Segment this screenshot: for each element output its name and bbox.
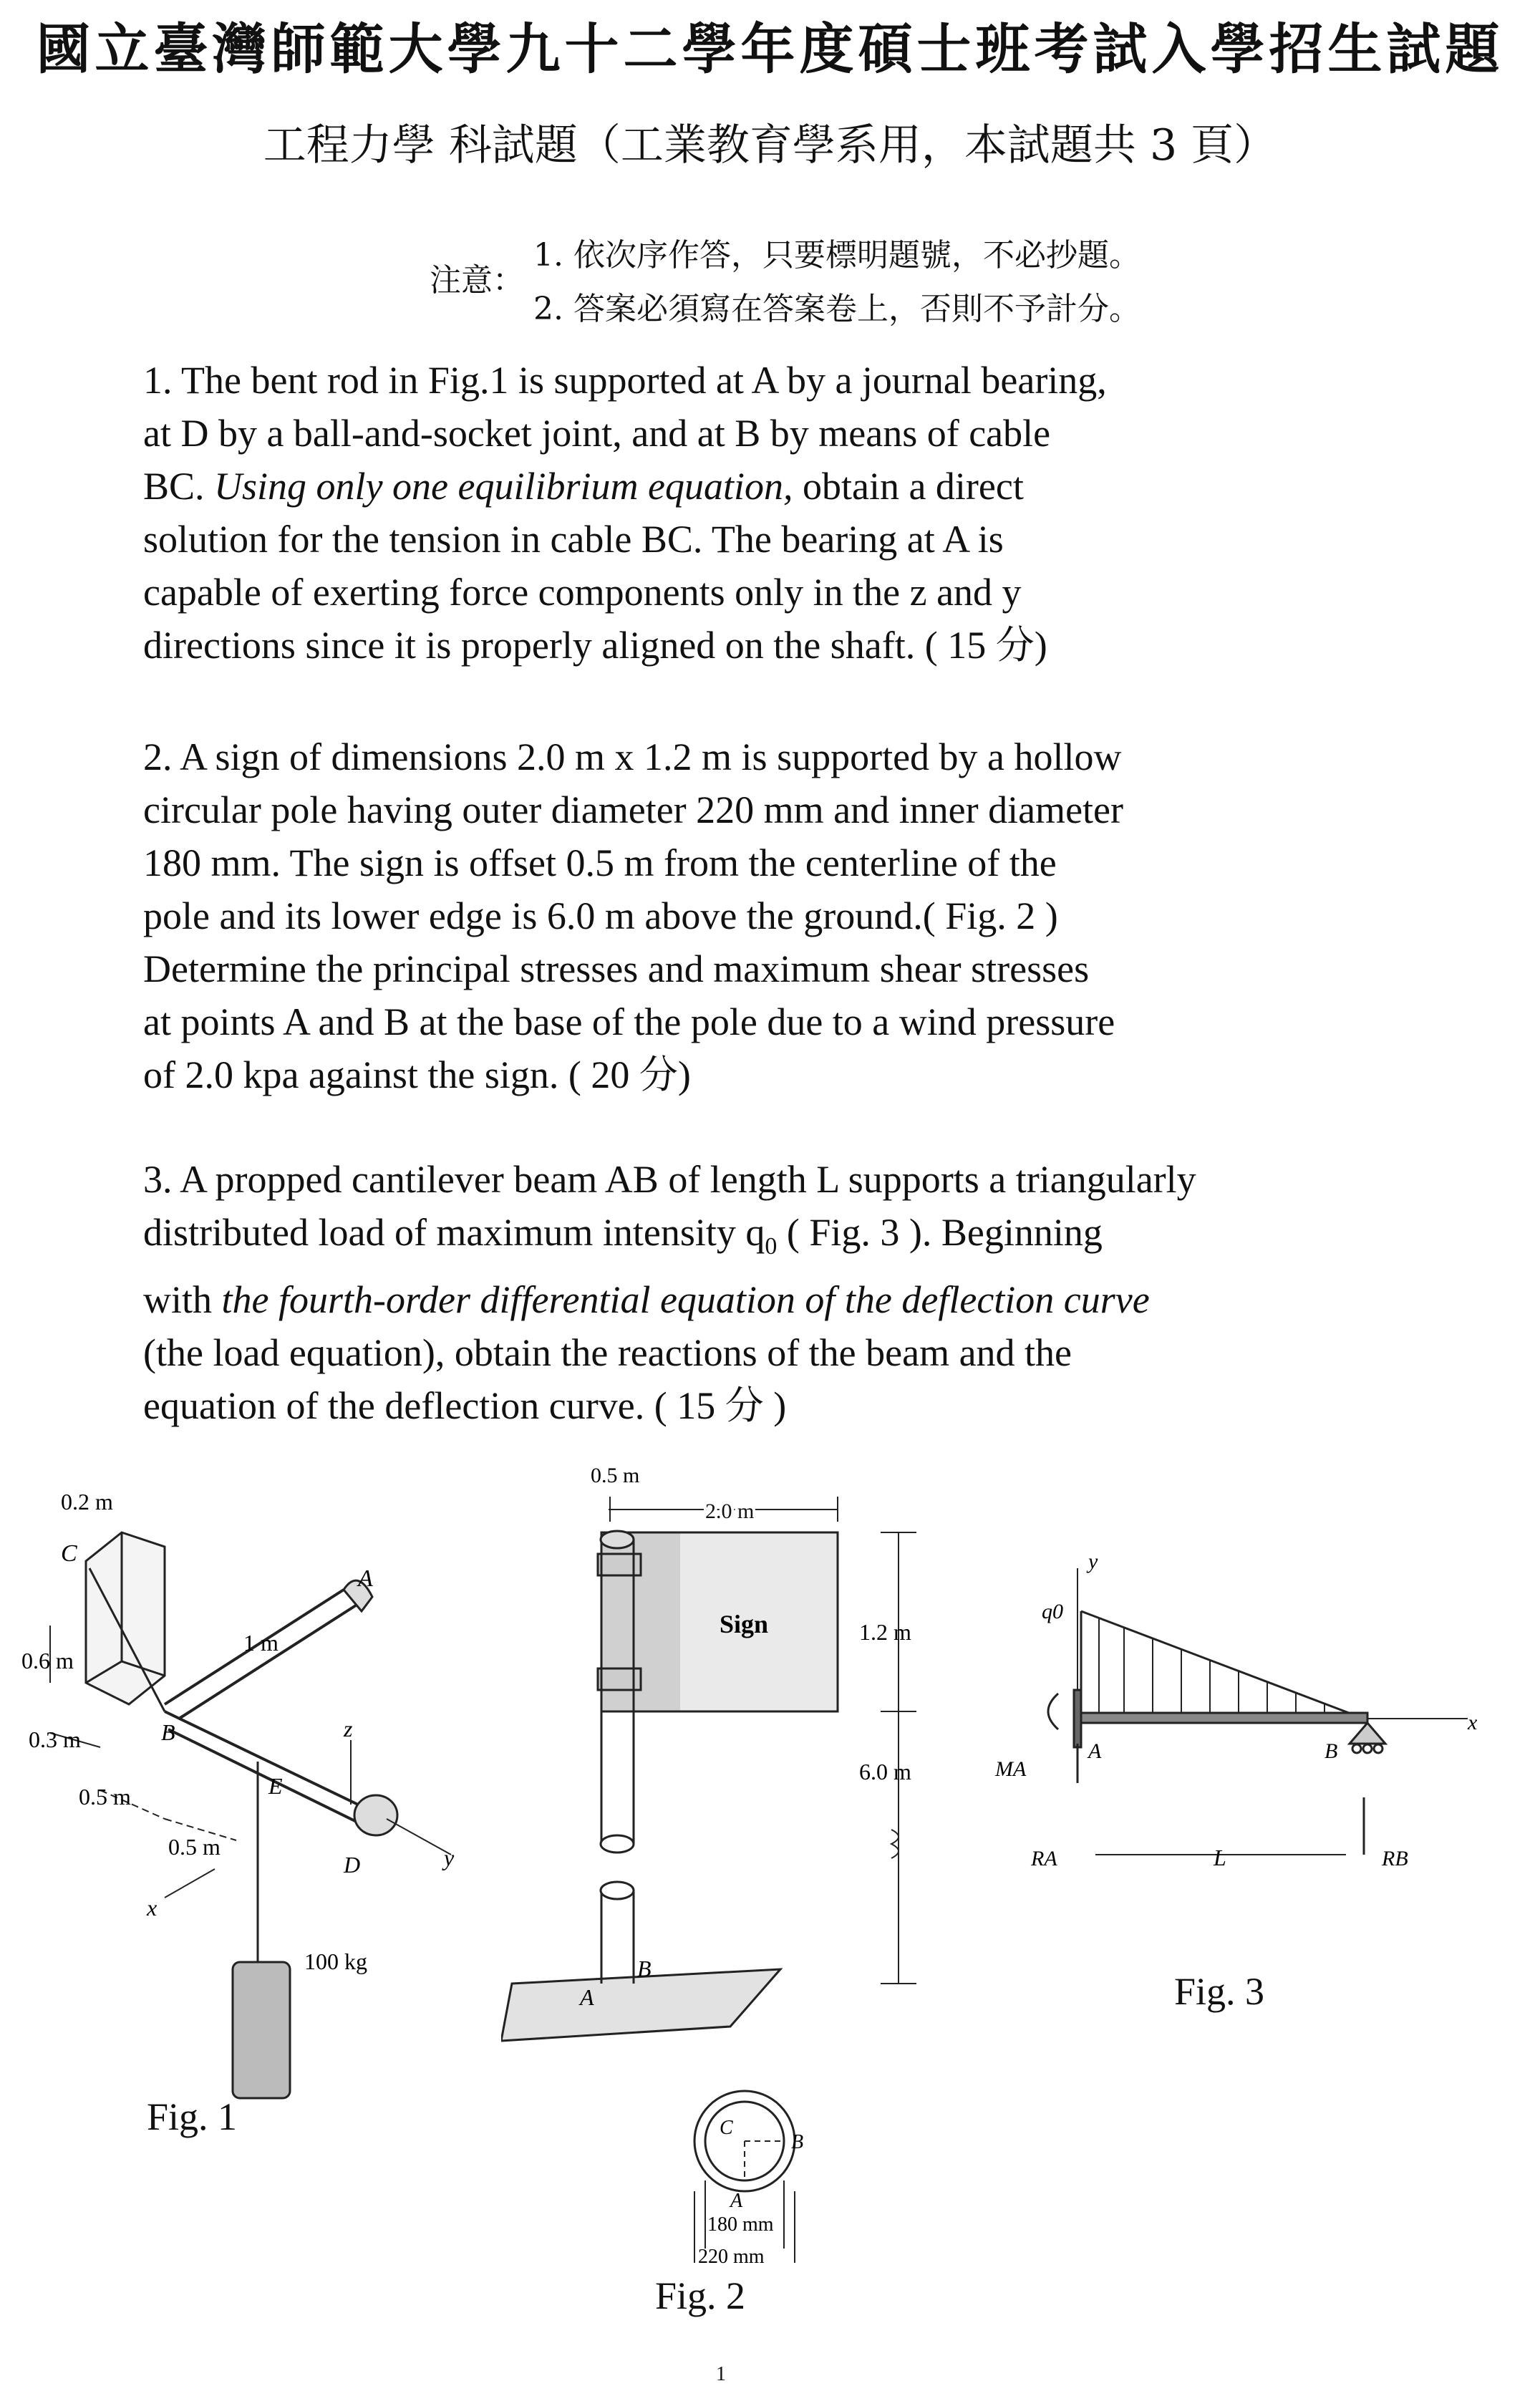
notes-label: 注意： [430,262,524,299]
fig1-label: 0.6 m [21,1648,74,1673]
question-line: BC. Using only one equilibrium equation, obtain a direct [143,465,1024,508]
fig1-caption: Fig. 1 [147,2095,238,2138]
fig2-label: 1.2 m [859,1619,911,1645]
question-line: Determine the principal stresses and maximum shear stresses [143,947,1090,990]
fig1-label: 0.5 m [79,1784,131,1810]
figure-2 [501,1454,945,2277]
fig1-label: y [444,1845,455,1870]
fig1-label: 0.3 m [29,1726,81,1752]
fig2-label: B [791,2131,804,2153]
fig3-label: y [1088,1550,1098,1573]
fig1-label: B [161,1719,175,1745]
fig1-label: 1 m [243,1630,279,1656]
question-line: with the fourth-order differential equation of the deflection curve [143,1277,1150,1321]
fig3-label: B [1325,1739,1338,1763]
fig3-beam [1081,1713,1367,1723]
fig1-label: A [358,1565,373,1592]
question-2 [143,730,1346,1101]
fig3-label: x [1468,1711,1478,1734]
fig3-label: MA [995,1757,1027,1781]
fig3-label: A [1088,1739,1102,1763]
exam-title: 國立臺灣師範大學九十二學年度碩士班考試入學招生試題 [36,17,1504,81]
fig1-label: D [344,1852,361,1878]
fig3-caption: Fig. 3 [1174,1970,1265,2013]
fig2-label: 6.0 m [859,1759,911,1784]
question-line: circular pole having outer diameter 220 mm and inner diameter [143,788,1123,831]
question-line: at points A and B at the base of the pole due to a wind pressure [143,1000,1115,1043]
figure-1 [0,1468,515,2112]
question-line: at D by a ball-and-socket joint, and at B by means of cable [143,412,1051,455]
fig3-label: q0 [1042,1600,1063,1623]
figure-3 [981,1540,1496,1898]
fig3-moment-arrow [1048,1694,1058,1729]
note-item-2: 2. 答案必須寫在答案卷上，否則不予計分。 [533,291,1141,327]
fig1-label: 0.2 m [61,1489,113,1515]
fig1-label: 100 kg [304,1948,367,1974]
question-line: 3. A propped cantilever beam AB of length L supports a triangularly [143,1158,1196,1201]
page-number: 1 [716,2363,726,2385]
italic-phrase: Using only one equilibrium equation, [214,465,793,508]
fig1-rod-bd [165,1711,358,1822]
fig3-label: RB [1382,1847,1408,1870]
question-line: (the load equation), obtain the reactions of the beam and the [143,1330,1072,1374]
question-line: directions since it is properly aligned on the shaft. ( 15 分) [143,624,1047,667]
fig2-label: 220 mm [698,2246,765,2268]
fig1-x-axis [165,1869,215,1898]
fig1-label: z [344,1716,353,1742]
exam-subtitle: 工程力學 科試題（工業教育學系用，本試題共 3 頁） [263,120,1277,170]
fig2-pole-lower [601,1890,634,1984]
fig3-label: L [1214,1845,1226,1870]
fig3-label: RA [1031,1847,1057,1870]
fig2-caption: Fig. 2 [655,2274,746,2317]
question-line: distributed load of maximum intensity $q_0$ ( Fig. 3 ). Beginning [143,1211,1103,1260]
fig2-label: C [720,2117,733,2139]
question-line: pole and its lower edge is 6.0 m above the ground.( Fig. 2 ) [143,894,1058,937]
question-line: 180 mm. The sign is offset 0.5 m from the centerline of the [143,841,1057,884]
fig2-label: 180 mm [707,2213,774,2236]
question-3 [143,1153,1346,1432]
italic-phrase: the fourth-order differential equation of the deflection curve [221,1277,1150,1321]
fig1-label: 0.5 m [168,1834,221,1860]
fig3-roller-support [1350,1723,1385,1744]
question-line: of 2.0 kpa against the sign. ( 20 分) [143,1053,691,1096]
fig2-label: 2.0 m [705,1499,755,1523]
question-line: solution for the tension in cable BC. The bearing at A is [143,518,1004,561]
fig3-fixed-support [1074,1690,1081,1747]
fig1-y-axis [387,1819,451,1855]
fig2-label: 0.5 m [591,1464,640,1487]
fig1-label: E [268,1773,283,1799]
fig2-label: A [730,2190,743,2212]
fig1-support-box [86,1532,165,1704]
fig2-label: A [580,1984,594,2010]
question-1 [143,354,1346,672]
fig1-label: x [147,1895,158,1921]
fig2-sign-text: Sign [720,1610,769,1638]
fig1-ball-d [354,1795,397,1835]
fig2-label: B [637,1956,652,1981]
question-line: 2. A sign of dimensions 2.0 m x 1.2 m is supported by a hollow [143,735,1122,778]
fig1-label: C [61,1540,77,1567]
note-item-1: 1. 依次序作答，只要標明題號，不必抄題。 [533,237,1141,274]
question-line: equation of the deflection curve. ( 15 分 ) [143,1383,787,1427]
fig1-mass [233,1962,290,2098]
question-line: capable of exerting force components only in the z and y [143,571,1022,614]
question-line: 1. The bent rod in Fig.1 is supported at A by a journal bearing, [143,359,1107,402]
